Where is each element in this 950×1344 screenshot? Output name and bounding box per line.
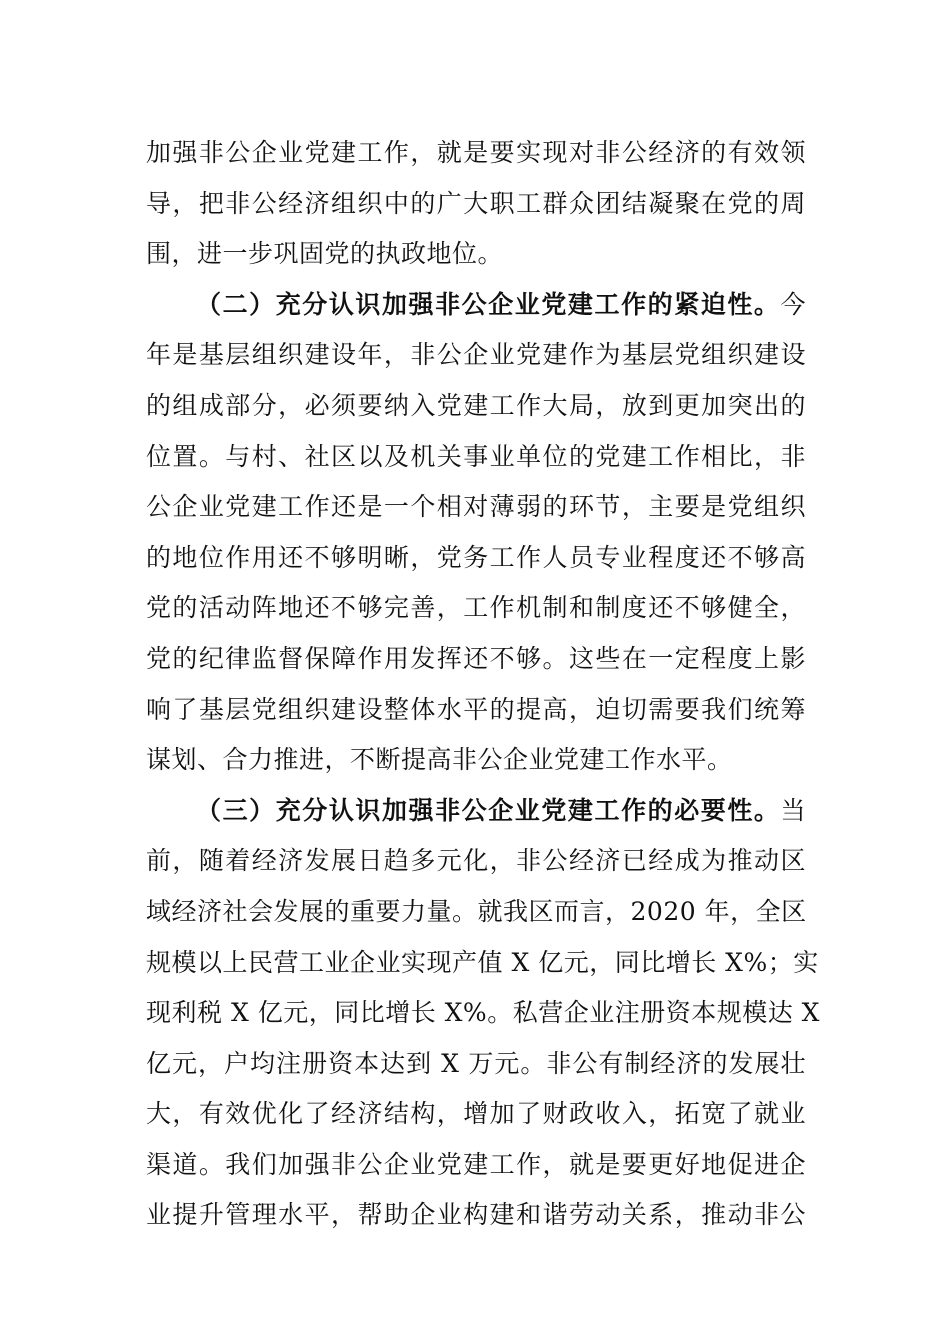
line-text: 导，把非公经济组织中的广大职工群众团结凝聚在党的周 — [146, 188, 806, 218]
text-line — [146, 685, 806, 736]
section-heading: （三）充分认识加强非公企业党建工作的必要性。 — [196, 795, 781, 825]
text-line — [146, 938, 819, 989]
line-text: 位置。与村、社区以及机关事业单位的党建工作相比，非 — [146, 441, 806, 471]
line-text: 谋划、合力推进，不断提高非公企业党建工作水平。 — [146, 745, 733, 775]
text-line — [146, 128, 806, 179]
text-line — [146, 786, 806, 837]
text-line — [146, 634, 806, 685]
line-text: 围，进一步巩固党的执政地位。 — [146, 239, 504, 269]
text-line — [146, 735, 806, 786]
text-line — [146, 179, 806, 230]
text-line — [146, 1140, 806, 1191]
line-text: 亿元，户均注册资本达到 X 万元。非公有制经济的发展壮 — [146, 1048, 806, 1078]
line-text: 大，有效优化了经济结构，增加了财政收入，拓宽了就业 — [146, 1099, 806, 1129]
text-line — [146, 330, 806, 381]
text-line — [146, 280, 806, 331]
text-line — [146, 381, 806, 432]
text-line — [146, 482, 806, 533]
text-line — [146, 1039, 806, 1090]
line-text: 的组成部分，必须要纳入党建工作大局，放到更加突出的 — [146, 390, 806, 420]
body-text — [146, 128, 820, 1241]
line-text: 今 — [780, 289, 806, 319]
line-text: 加强非公企业党建工作，就是要实现对非公经济的有效领 — [146, 138, 806, 167]
text-line — [146, 533, 806, 584]
text-line — [146, 229, 806, 280]
line-text: 渠道。我们加强非公企业党建工作，就是要更好地促进企 — [146, 1149, 806, 1179]
line-text: 前，随着经济发展日趋多元化，非公经济已经成为推动区 — [146, 846, 806, 876]
line-text: 党的纪律监督保障作用发挥还不够。这些在一定程度上影 — [146, 643, 806, 673]
line-text: 当 — [780, 795, 806, 825]
text-line — [146, 1089, 806, 1140]
line-text: 年是基层组织建设年，非公企业党建作为基层党组织建设 — [146, 340, 806, 370]
line-text: 规模以上民营工业企业实现产值 X 亿元，同比增长 X%；实 — [146, 947, 819, 977]
text-line — [146, 887, 806, 938]
line-text: 党的活动阵地还不够完善，工作机制和制度还不够健全， — [146, 593, 806, 623]
section-heading: （二）充分认识加强非公企业党建工作的紧迫性。 — [196, 289, 781, 319]
line-text: 业提升管理水平，帮助企业构建和谐劳动关系，推动非公 — [146, 1200, 806, 1230]
text-line — [146, 583, 806, 634]
line-text: 现利税 X 亿元，同比增长 X%。私营企业注册资本规模达 X — [146, 998, 820, 1028]
line-text: 响了基层党组织建设整体水平的提高，迫切需要我们统筹 — [146, 694, 806, 724]
text-line — [146, 988, 820, 1039]
text-line — [146, 1190, 806, 1241]
line-text: 域经济社会发展的重要力量。就我区而言，2020 年，全区 — [146, 896, 807, 926]
text-line — [146, 836, 806, 887]
line-text: 公企业党建工作还是一个相对薄弱的环节，主要是党组织 — [146, 492, 806, 522]
line-text: 的地位作用还不够明晰，党务工作人员专业程度还不够高 — [146, 542, 806, 572]
text-line — [146, 432, 806, 483]
